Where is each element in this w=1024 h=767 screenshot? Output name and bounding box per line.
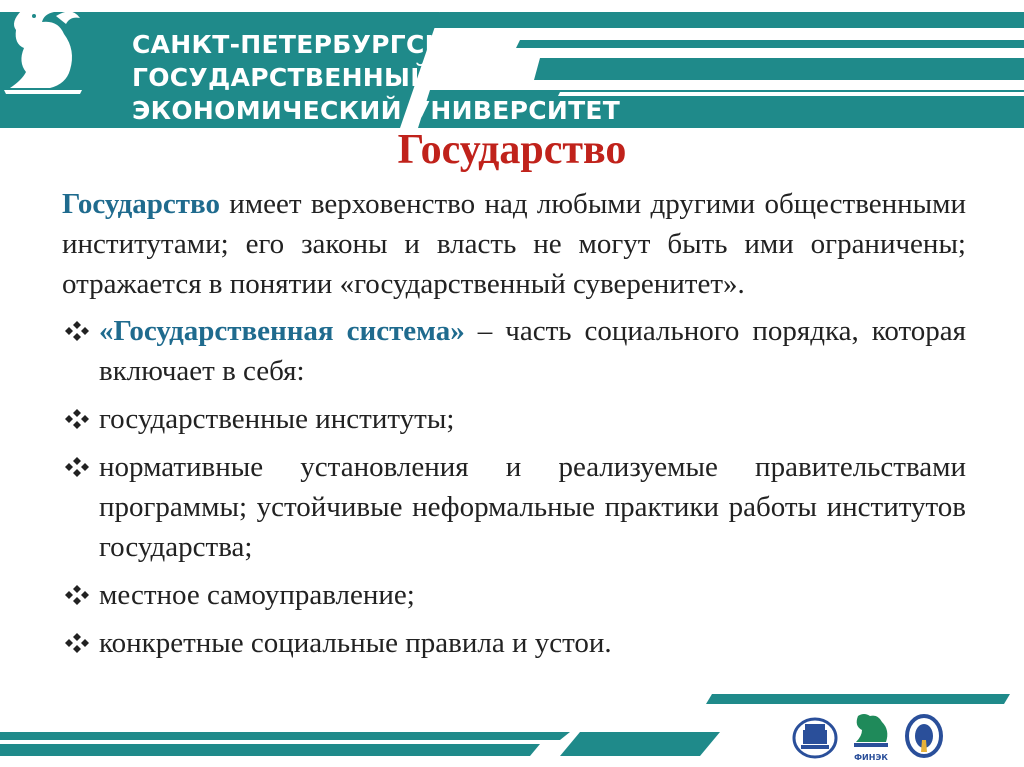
university-name-line-2: ГОСУДАРСТВЕННЫЙ	[132, 63, 432, 92]
lead-text: имеет верховенство над любыми другими общественными институтами; его законы и власть не могут быть ими ограничены; отражается в понятии «государственный суверенитет».	[62, 188, 966, 300]
university-name	[132, 28, 620, 127]
diamond-bullet-icon	[64, 632, 90, 654]
bullet-text: – часть социального порядка, которая включает в себя:	[99, 315, 966, 387]
finek-logo	[848, 712, 894, 760]
finek-griffin-icon	[848, 712, 894, 748]
diamond-bullet-icon	[64, 320, 90, 342]
inzhekon-logo	[792, 712, 838, 760]
slide-content	[62, 184, 966, 671]
bullet-item	[62, 447, 966, 567]
slide-title: Государство	[397, 127, 627, 173]
bullet-keyword: «Государственная система»	[99, 315, 465, 347]
bullet-text: нормативные установления и реализуемые правительствами программы; устойчивые неформальные практики работы институтов государства;	[99, 451, 966, 563]
lead-paragraph	[62, 184, 966, 304]
partner-emblem-logo	[904, 712, 944, 760]
university-name-line-3: ЭКОНОМИЧЕСКИЙ УНИВЕРСИТЕТ	[132, 96, 621, 125]
bullet-text: государственные институты;	[99, 403, 455, 435]
university-name-line-1: САНКТ-ПЕТЕРБУРГСКИЙ	[132, 30, 488, 59]
diamond-bullet-icon	[64, 456, 90, 478]
bullet-item	[62, 311, 966, 391]
lead-keyword: Государство	[62, 188, 220, 220]
diamond-bullet-icon	[64, 408, 90, 430]
bullet-item	[62, 623, 966, 663]
bullet-item	[62, 399, 966, 439]
bullet-item	[62, 575, 966, 615]
griffin-logo-icon	[0, 0, 86, 96]
diamond-bullet-icon	[64, 584, 90, 606]
finek-label: ФИНЭК	[854, 753, 888, 762]
bullet-text: конкретные социальные правила и устои.	[99, 627, 612, 659]
header-band	[0, 0, 1024, 130]
bullet-text: местное самоуправление;	[99, 579, 415, 611]
